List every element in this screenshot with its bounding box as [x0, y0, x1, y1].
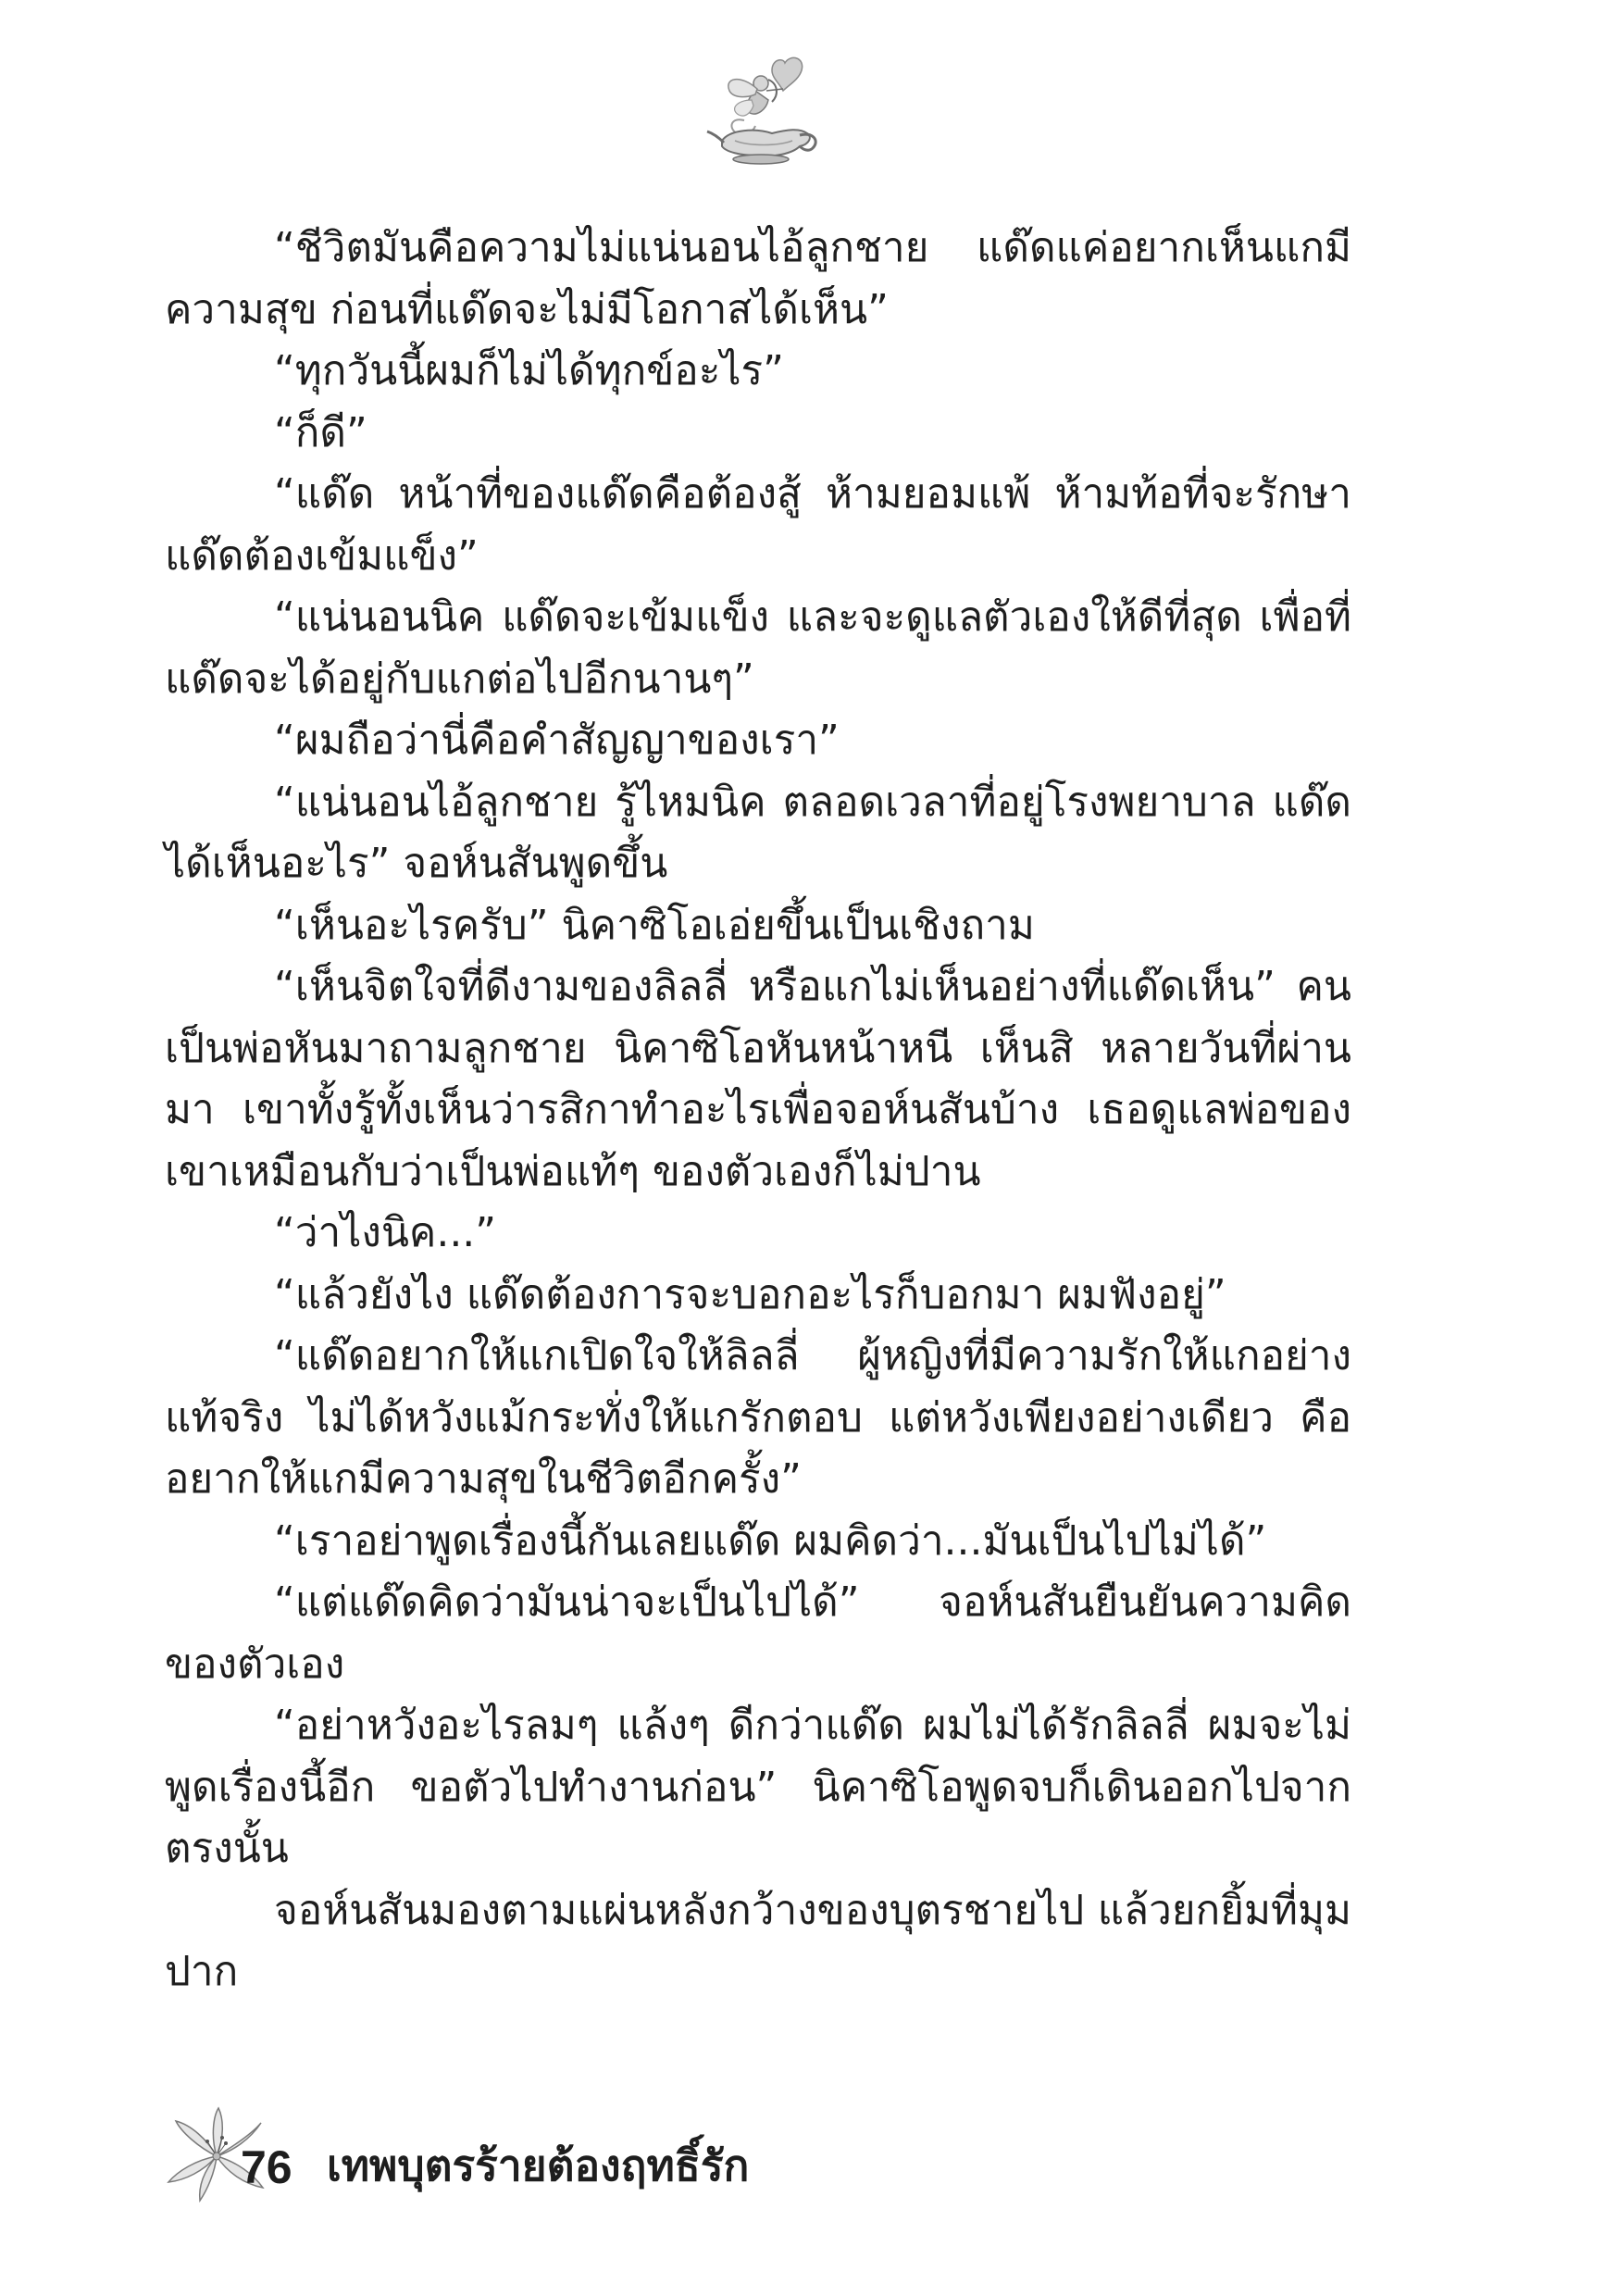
- page-footer: [165, 2097, 998, 2208]
- story-text: [165, 218, 1351, 2003]
- paragraph: “เห็นอะไรครับ” นิคาซิโอเอ่ยขึ้นเป็นเชิงถาม: [274, 901, 1035, 949]
- paragraph: “ทุกวันนี้ผมก็ไม่ได้ทุกข์อะไร”: [274, 347, 784, 394]
- paragraph: “ผมถือว่านี่คือคำสัญญาของเรา”: [274, 717, 840, 764]
- paragraph: “แด๊ดอยากให้แกเปิดใจให้ลิลลี่ ผู้หญิงที่มีความรักให้แกอย่างแท้จริง ไม่ได้หวังแม้กระทั่งให้แกรักตอบ แต่หวังเพียงอย่างเดียว คืออยากให้แกมีความสุขในชีวิตอีกครั้ง”: [165, 1332, 1351, 1503]
- paragraph: “เราอย่าพูดเรื่องนี้กันเลยแด๊ด ผมคิดว่า...มันเป็นไปไม่ได้”: [274, 1516, 1267, 1565]
- paragraph: “แด๊ด หน้าที่ของแด๊ดคือต้องสู้ ห้ามยอมแพ้ ห้ามท้อที่จะรักษา แด๊ดต้องเข้มแข็ง”: [165, 470, 1351, 580]
- paragraph: “ก็ดี”: [274, 408, 367, 456]
- fairy-teapot-ornament-icon: [703, 56, 824, 165]
- paragraph: “ว่าไงนิค...”: [274, 1209, 497, 1256]
- paragraph: “ชีวิตมันคือความไม่แน่นอนไอ้ลูกชาย แด๊ดแค่อยากเห็นแกมีความสุข ก่อนที่แด๊ดจะไม่มีโอกาสได้เห็น”: [165, 224, 1351, 333]
- paragraph: “แน่นอนนิค แด๊ดจะเข้มแข็ง และจะดูแลตัวเองให้ดีที่สุด เพื่อที่แด๊ดจะได้อยู่กับแกต่อไปอีกนานๆ”: [165, 593, 1351, 703]
- paragraph: “เห็นจิตใจที่ดีงามของลิลลี่ หรือแกไม่เห็นอย่างที่แด๊ดเห็น” คนเป็นพ่อหันมาถามลูกชาย นิคาซิโอหันหน้าหนี เห็นสิ หลายวันที่ผ่านมา เขาทั้งรู้ทั้งเห็นว่ารสิกาทำอะไรเพื่อจอห์นสันบ้าง เธอดูแลพ่อของเขาเหมือนกับว่าเป็นพ่อแท้ๆ ของตัวเองก็ไม่ปาน: [165, 963, 1351, 1195]
- book-title: เทพบุตรร้ายต้องฤทธิ์รัก: [327, 2140, 750, 2190]
- page-number: 76: [241, 2141, 292, 2193]
- paragraph: “แล้วยังไง แด๊ดต้องการจะบอกอะไรก็บอกมา ผมฟังอยู่”: [274, 1270, 1226, 1318]
- paragraph: “แน่นอนไอ้ลูกชาย รู้ไหมนิค ตลอดเวลาที่อยู่โรงพยาบาล แด๊ดได้เห็นอะไร” จอห์นสันพูดขึ้น: [165, 778, 1351, 887]
- paragraph: จอห์นสันมองตามแผ่นหลังกว้างของบุตรชายไป แล้วยกยิ้มที่มุมปาก: [165, 1886, 1351, 1995]
- paragraph: “อย่าหวังอะไรลมๆ แล้งๆ ดีกว่าแด๊ด ผมไม่ได้รักลิลลี่ ผมจะไม่พูดเรื่องนี้อีก ขอตัวไปทำงานก่อน” นิคาซิโอพูดจบก็เดินออกไปจากตรงนั้น: [165, 1702, 1351, 1872]
- paragraph: “แต่แด๊ดคิดว่ามันน่าจะเป็นไปได้” จอห์นสันยืนยันความคิดของตัวเอง: [165, 1578, 1351, 1688]
